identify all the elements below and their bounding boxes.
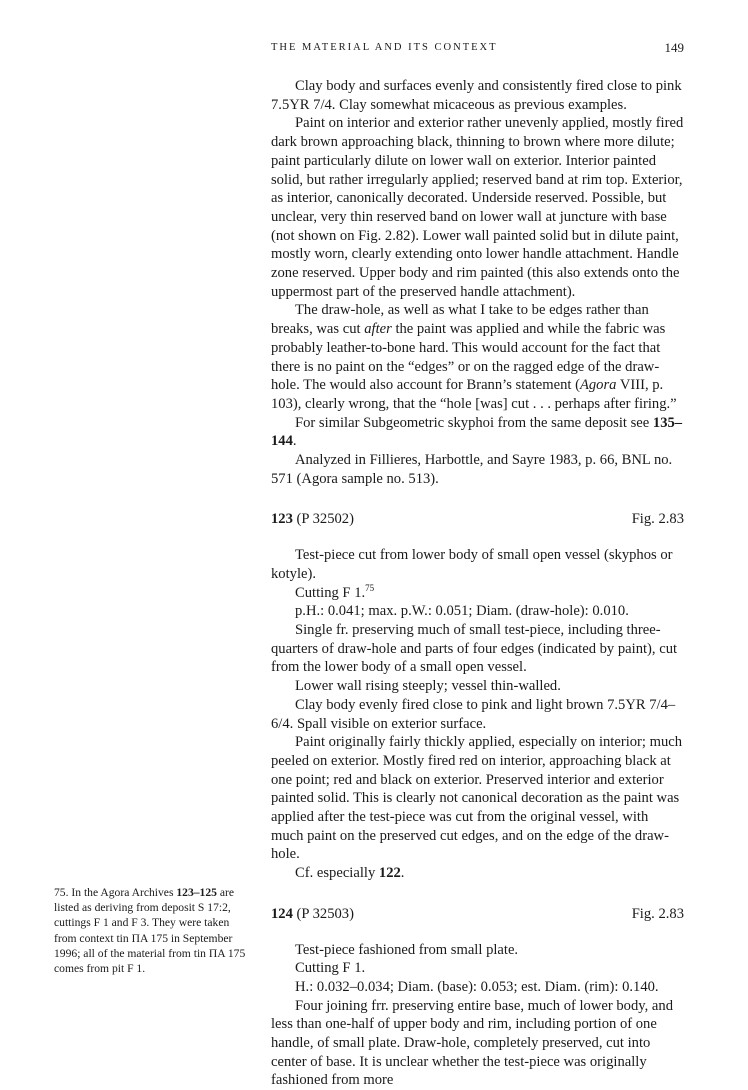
entry-heading-123 [271, 510, 684, 529]
catalog-reference: 123–125 [176, 886, 217, 899]
entry-heading-124 [271, 905, 684, 924]
text-run: The draw-hole, as well as what I take to be edges rather than breaks, was cut [271, 302, 649, 338]
running-head: THE MATERIAL AND ITS CONTEXT [271, 42, 498, 53]
text-run: are listed as deriving from deposit S 17:2, cuttings F 1 and F 3. They were taken from context tin ΠΑ 175 in September 1996; all of the material from tin ΠΑ 175 comes from pit F 1. [54, 886, 246, 976]
catalog-number: 124 [271, 905, 293, 922]
italic-emphasis: after [364, 321, 392, 338]
figure-reference: Fig. 2.83 [631, 905, 684, 922]
entry-cutting [271, 584, 684, 603]
entry-description: Test-piece fashioned from small plate. [295, 941, 519, 958]
text-run: . [292, 433, 297, 450]
main-text-column [271, 77, 684, 1090]
entry-cf [271, 864, 684, 883]
entry-clay: Clay body evenly fired close to pink and light brown 7.5YR 7/4–6/4. Spall visible on exterior surface. [271, 696, 676, 732]
text-run: the paint was applied and while the fabric was probably leather-to-bone hard. This would account for the fact that there is no paint on the “edges” or on the ragged edge of the draw-hole. The would also account for Brann’s statement ( [271, 321, 666, 394]
catalog-number: 123 [271, 511, 293, 528]
text-run: . [400, 865, 405, 882]
entry-paint: Paint originally fairly thickly applied, especially on interior; much peeled on exterior. Mostly fired red on interior, approaching black at one point; red and black on exterior. Preserved interior and exterior painted solid. This is clearly not canonical decoration as the paint was applied after the test-piece was cut from the original vessel, with much paint on the preserved cut edges, and on the edge of the draw-hole. [271, 734, 683, 863]
italic-title: Agora [579, 377, 617, 394]
entry-cutting: Cutting F 1. [295, 960, 366, 977]
entry-dimensions: H.: 0.032–0.034; Diam. (base): 0.053; est. Diam. (rim): 0.140. [295, 978, 659, 995]
text-run: VIII, p. 103), clearly wrong, that the “hole [was] cut . . . perhaps after firing.” [271, 377, 677, 412]
catalog-reference: 122 [378, 865, 401, 882]
entry-fragment: Four joining frr. preserving entire base, much of lower body, and less than one-half of upper body and rim, including portion of one handle, of small plate. Draw-hole, completely preserved, cut into center of base. It is unclear whether the test-piece was originally fashioned from more [271, 997, 673, 1089]
catalog-id [271, 905, 354, 924]
paragraph-clay: Clay body and surfaces evenly and consistently fired close to pink 7.5YR 7/4. Clay somewhat micaceous as previous examples. [271, 78, 682, 113]
text-run: Cf. especially [295, 865, 379, 882]
page-number: 149 [664, 40, 684, 55]
entry-description: Test-piece cut from lower body of small open vessel (skyphos or kotyle). [271, 547, 673, 582]
paragraph-analyzed: Analyzed in Fillieres, Harbottle, and Sayre 1983, p. 66, BNL no. 571 (Agora sample no. 513). [271, 452, 673, 487]
inventory-number: (P 32503) [292, 905, 354, 922]
figure-reference: Fig. 2.83 [631, 511, 684, 528]
text-run: 75. In the Agora Archives [54, 886, 177, 899]
entry-dimensions: p.H.: 0.041; max. p.W.: 0.051; Diam. (draw-hole): 0.010. [295, 603, 629, 620]
text-run: Cutting F 1. [295, 584, 366, 601]
paragraph-draw-hole [271, 301, 684, 413]
entry-fragment: Single fr. preserving much of small test-piece, including three-quarters of draw-hole and parts of four edges (indicated by paint), cut from the lower body of a small open vessel. [271, 621, 678, 676]
footnote-75 [54, 885, 250, 976]
footnote-marker: 75 [365, 582, 375, 593]
inventory-number: (P 32502) [292, 511, 354, 528]
paragraph-similar [271, 414, 684, 451]
text-run: For similar Subgeometric skyphoi from the same deposit see [295, 414, 653, 431]
entry-wall: Lower wall rising steeply; vessel thin-walled. [295, 678, 561, 695]
paragraph-paint: Paint on interior and exterior rather unevenly applied, mostly fired dark brown approaching black, thinning to brown where more dilute; paint particularly dilute on lower wall on exterior. Interior painted solid, but rather irregularly applied; reserved band at rim top. Exterior, as interior, canonically decorated. Underside reserved. Possible, but unclear, very thin reserved band on lower wall at juncture with base (not shown on Fig. 2.82). Lower wall painted solid but in dilute paint, mostly worn, clearly extending onto lower handle attachment. Handle zone reserved. Upper body and rim painted (this also extends onto the uppermost part of the preserved handle attachment). [271, 115, 684, 300]
catalog-id [271, 510, 354, 529]
catalog-reference: 135–144 [271, 414, 683, 450]
